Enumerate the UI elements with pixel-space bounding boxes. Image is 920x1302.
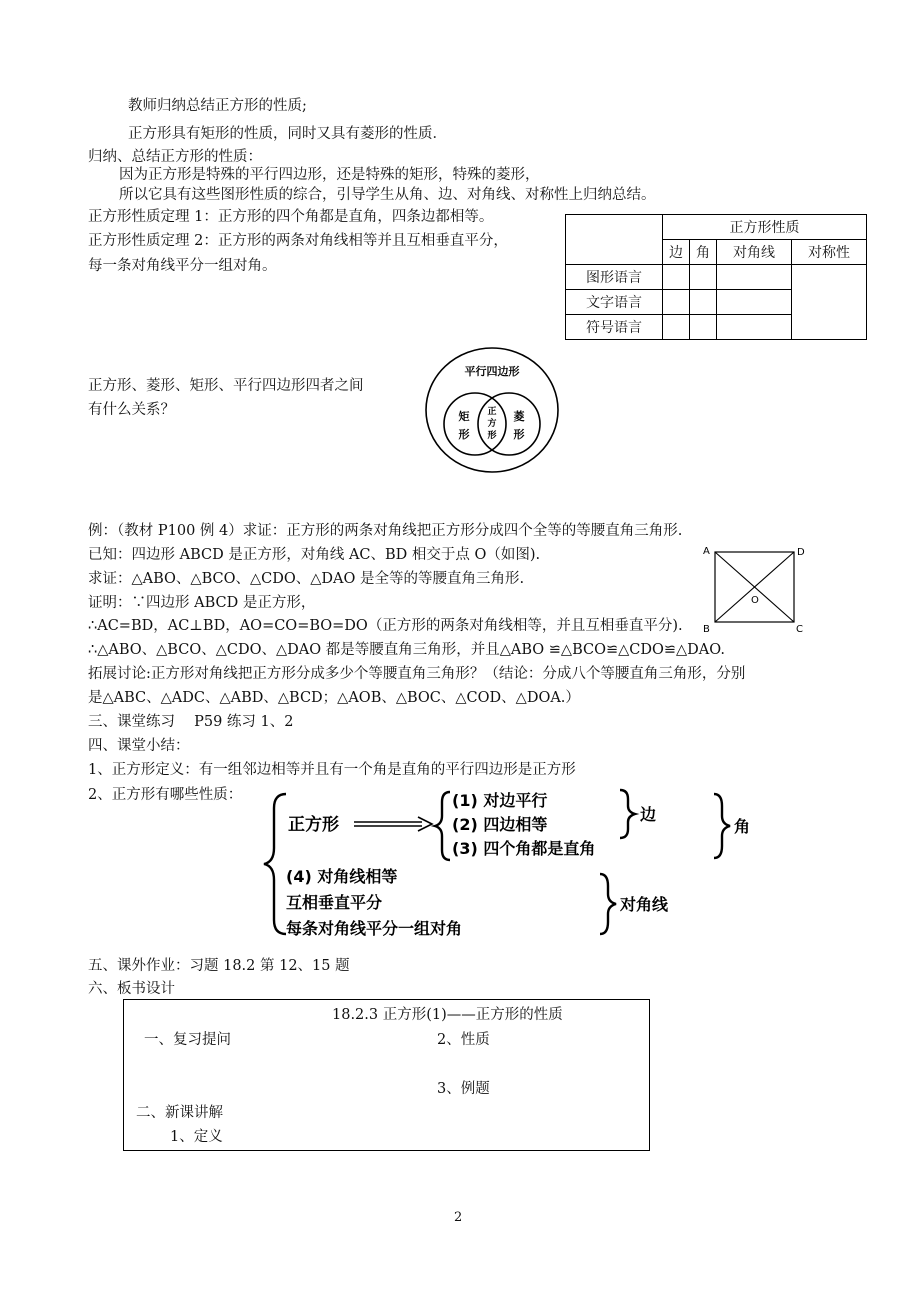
square-properties-table xyxy=(565,214,867,340)
intro-line-4: 因为正方形是特殊的平行四边形，还是特殊的矩形，特殊的菱形， xyxy=(119,167,540,183)
board-new-lesson: 二、新课讲解 xyxy=(136,1105,223,1121)
summary-title: 四、课堂小结： xyxy=(88,738,190,754)
arrow-head xyxy=(418,817,432,831)
theorem-2-line-a: 正方形性质定理 2：正方形的两条对角线相等并且互相垂直平分， xyxy=(88,233,508,249)
extension-line-2: 是△ABC、△ADC、△ABD、△BCD；△AOB、△BOC、△COD、△DOA.） xyxy=(88,690,580,706)
table-col-angle: 角 xyxy=(690,240,717,265)
venn-center-label-1: 正 xyxy=(487,407,497,417)
brace-prop-3: (3) 四个角都是直角 xyxy=(452,839,596,858)
theorem-1: 正方形性质定理 1：正方形的四个角都是直角，四条边都相等。 xyxy=(88,209,494,225)
table-col-side: 边 xyxy=(663,240,690,265)
board-title: 18.2.3 正方形(1)——正方形的性质 xyxy=(332,1007,563,1023)
diagonals-right-brace xyxy=(600,874,616,934)
intro-line-5: 所以它具有这些图形性质的综合，引导学生从角、边、对角线、对称性上归纳总结。 xyxy=(119,187,656,203)
table-corner-cell xyxy=(566,215,663,265)
venn-diagram xyxy=(424,346,560,474)
label-b: B xyxy=(703,624,710,635)
brace-side-label: 边 xyxy=(640,805,657,824)
board-design-box xyxy=(123,999,650,1151)
venn-center-label-3: 形 xyxy=(487,431,497,441)
example-prove: 求证：△ABO、△BCO、△CDO、△DAO 是全等的等腰直角三角形. xyxy=(88,571,525,587)
square-abcd-figure xyxy=(700,540,812,636)
extension-line-1: 拓展讨论:正方形对角线把正方形分成多少个等腰直角三角形？（结论：分成八个等腰直角三角形，分别 xyxy=(88,666,746,682)
venn-right-label-2: 形 xyxy=(513,428,525,441)
brace-prop-2: (2) 四边相等 xyxy=(452,815,548,834)
brace-diagonal-label: 对角线 xyxy=(620,895,669,914)
board-review: 一、复习提问 xyxy=(144,1032,231,1048)
brace-diag-1: (4) 对角线相等 xyxy=(286,867,398,886)
brace-square: 正方形 xyxy=(288,815,339,835)
properties-brace-diagram xyxy=(262,786,767,944)
venn-outer-label: 平行四边形 xyxy=(464,365,520,378)
angles-right-brace xyxy=(714,794,730,858)
table-col-diagonal: 对角线 xyxy=(717,240,792,265)
venn-center-label-2: 方 xyxy=(487,419,497,429)
brace-diag-2: 互相垂直平分 xyxy=(286,893,383,912)
intro-line-1: 教师归纳总结正方形的性质; xyxy=(128,98,307,114)
proof-line-3: ∴△ABO、△BCO、△CDO、△DAO 都是等腰直角三角形，并且△ABO ≌△BCO≌△CDO≌△DAO. xyxy=(88,642,725,658)
table-row-symbol: 符号语言 xyxy=(566,315,663,340)
relation-question-line-b: 有什么关系？ xyxy=(88,402,175,418)
table-symmetry-merged-cell xyxy=(792,265,867,340)
example-given: 已知：四边形 ABCD 是正方形，对角线 AC、BD 相交于点 O（如图). xyxy=(88,547,541,563)
board-property: 2、性质 xyxy=(437,1032,490,1048)
edges-right-brace xyxy=(620,790,635,838)
relation-question-line-a: 正方形、菱形、矩形、平行四边形四者之间 xyxy=(88,378,364,394)
page-number: 2 xyxy=(454,1210,463,1225)
table-row-figure: 图形语言 xyxy=(566,265,663,290)
brace-diag-3: 每条对角线平分一组对角 xyxy=(286,919,463,938)
summary-item-2: 2、正方形有哪些性质： xyxy=(88,787,243,803)
theorem-2-line-b: 每一条对角线平分一组对角。 xyxy=(88,258,277,274)
venn-rectangle-circle xyxy=(444,393,506,455)
brace-prop-1: (1) 对边平行 xyxy=(452,791,548,810)
homework: 五、课外作业：习题 18.2 第 12、15 题 xyxy=(88,958,350,974)
inner-left-brace xyxy=(435,792,450,860)
board-heading: 六、板书设计 xyxy=(88,981,175,997)
venn-right-label-1: 菱 xyxy=(513,410,525,423)
label-o: O xyxy=(751,595,759,606)
venn-left-label-2: 形 xyxy=(458,428,470,441)
proof-line-2: ∴AC=BD，AC⊥BD，AO=CO=BO=DO（正方形的两条对角线相等，并且互相垂直平分). xyxy=(88,618,683,634)
summary-item-1: 1、正方形定义：有一组邻边相等并且有一个角是直角的平行四边形是正方形 xyxy=(88,762,576,778)
table-row-text: 文字语言 xyxy=(566,290,663,315)
label-d: D xyxy=(797,547,805,558)
intro-line-2: 正方形具有矩形的性质，同时又具有菱形的性质． xyxy=(128,126,447,142)
example-line-1: 例：（教材 P100 例 4）求证：正方形的两条对角线把正方形分成四个全等的等腰直角三角形. xyxy=(88,523,683,539)
practice: 三、课堂练习 P59 练习 1、2 xyxy=(88,714,294,730)
label-a: A xyxy=(703,546,710,557)
table-header: 正方形性质 xyxy=(663,215,867,240)
table-col-symmetry: 对称性 xyxy=(792,240,867,265)
board-definition: 1、定义 xyxy=(170,1129,223,1145)
proof-line-1: 证明：∵四边形 ABCD 是正方形， xyxy=(88,595,316,611)
venn-left-label-1: 矩 xyxy=(458,410,470,423)
board-example: 3、例题 xyxy=(437,1081,490,1097)
brace-angle-label: 角 xyxy=(734,817,751,836)
intro-line-3: 归纳、总结正方形的性质： xyxy=(88,149,262,165)
outer-left-brace xyxy=(264,794,286,934)
label-c: C xyxy=(796,624,803,635)
